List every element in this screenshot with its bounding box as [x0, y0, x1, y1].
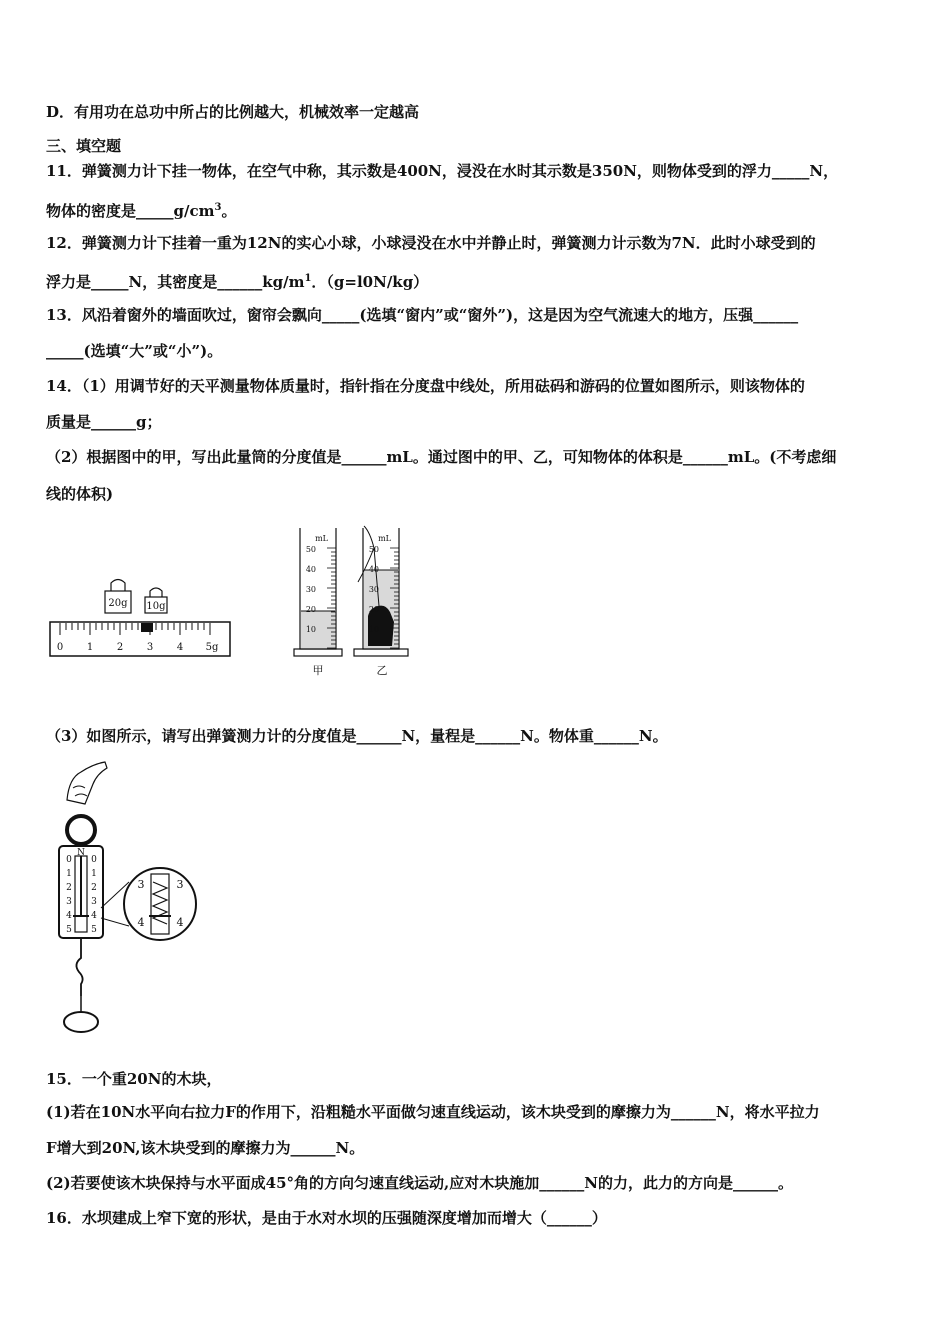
section-heading: 三、填空题	[46, 137, 122, 155]
q15-part1-line1: (1)若在10N水平向右拉力F的作用下，沿粗糙水平面做匀速直线运动，该木块受到的摩擦力为______N，将水平拉力	[46, 1103, 820, 1121]
cylinder-yi-label-50: 50	[368, 545, 379, 554]
balance-beam	[50, 622, 230, 656]
q15-intro: 15．一个重20N的木块，	[46, 1070, 222, 1088]
scale-label-left-5: 5	[66, 925, 72, 935]
scale-label-right-2: 2	[91, 883, 97, 893]
q13-line1: 13．风沿着窗外的墙面吹过，窗帘会飘向_____(选填“窗内”或“窗外”)，这是因为空气流速大的地方，压强______	[46, 306, 799, 324]
q15-part1-line2: F增大到20N,该木块受到的摩擦力为______N。	[46, 1139, 365, 1157]
weight-10g-hook	[150, 588, 162, 597]
q15-part2: (2)若要使该木块保持与水平面成45°角的方向匀速直线运动,应对木块施加______N的力，此力的方向是______。	[46, 1174, 793, 1192]
cylinder-yi-label-10: 10	[368, 625, 379, 634]
weight-20g-hook	[111, 580, 125, 592]
caption-yi: 乙	[376, 664, 388, 677]
q14-part2-line2: 线的体积)	[46, 485, 114, 503]
scale-unit: N	[77, 848, 85, 858]
cylinder-figure	[278, 518, 428, 683]
q16: 16．水坝建成上窄下宽的形状，是由于水对水坝的压强随深度增加而增大（______）	[46, 1209, 607, 1227]
hanging-object	[64, 1012, 98, 1032]
option-d: D．有用功在总功中所占的比例越大，机械效率一定越高	[46, 103, 420, 121]
q14-line1: 14．（1）用调节好的天平测量物体质量时，指针指在分度盘中线处，所用砝码和游码的位置如图所示，则该物体的	[46, 377, 805, 395]
scale-label-left-2: 2	[66, 883, 72, 893]
scale-label-left-0: 0	[66, 855, 72, 865]
scale-label-right-0: 0	[91, 855, 97, 865]
cylinder-jia-label-10: 10	[305, 625, 316, 634]
cylinder-yi-base	[354, 649, 408, 656]
cylinder-yi-label-40: 40	[368, 565, 379, 574]
caption-jia: 甲	[312, 664, 324, 677]
hand	[67, 762, 107, 804]
top-ring	[67, 816, 95, 844]
cylinder-jia-base	[294, 649, 342, 656]
scale-label-left-4: 4	[66, 911, 72, 921]
zoom-label-left-4: 4	[137, 916, 145, 929]
beam-label-0: 0	[56, 642, 64, 653]
q11-line2: 物体的密度是$\_\_\_\_\_g/cm^3$。	[46, 202, 237, 220]
cylinder-jia-label-40: 40	[305, 565, 316, 574]
cylinder-yi-unit: mL	[378, 534, 391, 543]
q11-line1: 11．弹簧测力计下挂一物体，在空气中称，其示数是400N，浸没在水时其示数是350N，则物体受到的浮力_____N，	[46, 162, 839, 180]
rider	[141, 623, 153, 632]
cylinder-yi-label-30: 30	[368, 585, 379, 594]
q12-line2: 浮力是_____N，其密度是$\_\_\_\_\_\_kg/m^1$．（g=l0N/kg）	[46, 273, 429, 291]
beam-label-3: 3	[146, 642, 154, 653]
cylinder-jia-label-50: 50	[305, 545, 316, 554]
cylinder-jia-label-20: 20	[305, 605, 316, 614]
balance-figure	[40, 570, 240, 665]
q12-line1: 12．弹簧测力计下挂着一重为12N的实心小球，小球浸没在水中并静止时，弹簧测力计示数为7N．此时小球受到的	[46, 234, 816, 252]
q14-part2-line1: （2）根据图中的甲，写出此量筒的分度值是______mL。通过图中的甲、乙，可知物体的体积是______mL。(不考虑细	[46, 448, 837, 466]
cylinder-jia-unit: mL	[315, 534, 328, 543]
scale-label-right-4: 4	[91, 911, 97, 921]
beam-label-5: 5g	[205, 642, 219, 653]
zoom-label-right-3: 3	[176, 878, 184, 891]
beam-label-2: 2	[116, 642, 124, 653]
weight-10g-label: 10g	[146, 601, 166, 612]
scale-label-left-1: 1	[66, 869, 72, 879]
q14-part3: （3）如图所示，请写出弹簧测力计的分度值是______N，量程是______N。物体重______N。	[46, 727, 668, 745]
scale-label-right-5: 5	[91, 925, 97, 935]
beam-label-1: 1	[86, 642, 94, 653]
q13-line2: _____(选填“大”或“小”)。	[46, 342, 223, 360]
scale-label-left-3: 3	[66, 897, 72, 907]
zoom-label-right-4: 4	[176, 916, 184, 929]
scale-label-right-3: 3	[91, 897, 97, 907]
scale-label-right-1: 1	[91, 869, 97, 879]
weight-20g-label: 20g	[108, 598, 128, 609]
spring-scale-figure	[45, 758, 210, 1038]
hook	[76, 938, 82, 996]
q14-line2: 质量是______g；	[46, 413, 162, 431]
beam-label-4: 4	[176, 642, 184, 653]
zoom-label-left-3: 3	[137, 878, 145, 891]
cylinder-yi-label-20: 20	[368, 605, 379, 614]
cylinder-jia-label-30: 30	[305, 585, 316, 594]
zoom-slot	[151, 874, 169, 934]
